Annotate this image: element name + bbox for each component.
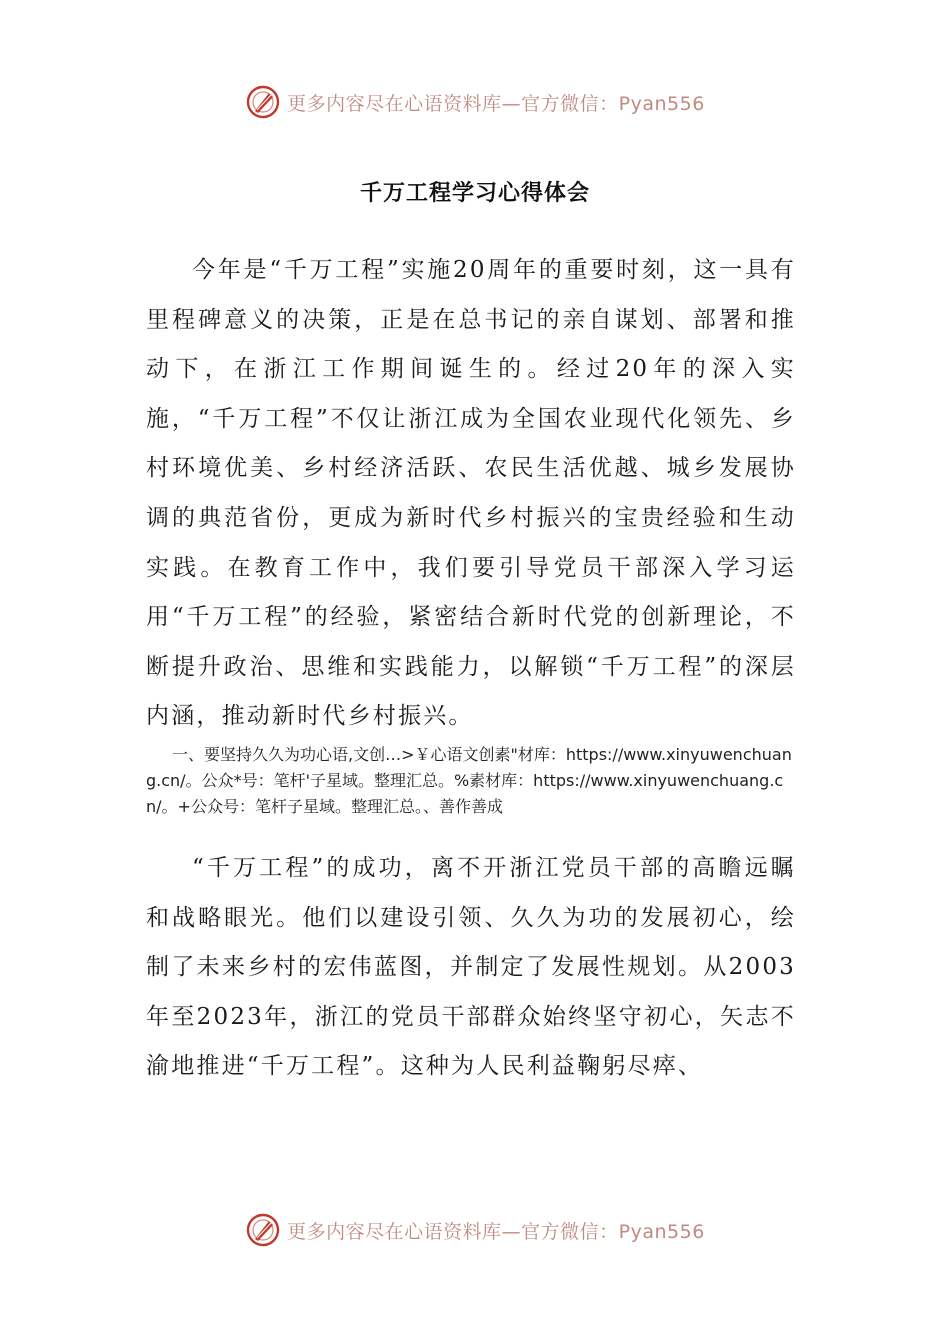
pen-nib-logo-icon	[245, 84, 281, 120]
document-title: 千万工程学习心得体会	[359, 180, 590, 206]
paragraph-section-one: “千万工程”的成功，离不开浙江党员干部的高瞻远瞩和战略眼光。他们以建设引领、久久为功的发展初心，绘制了未来乡村的宏伟蓝图，并制定了发展性规划。从2003年至2023年，浙江的党员干部群众始终坚守初心，矢志不渝地推进“千万工程”。这种为人民利益鞠躬尽瘁、	[146, 855, 796, 1080]
header-banner	[0, 82, 950, 122]
footer-banner	[0, 1210, 950, 1250]
pen-nib-logo-icon	[245, 1212, 281, 1248]
paragraph-intro: 今年是“千万工程”实施20周年的重要时刻，这一具有里程碑意义的决策，正是在总书记的亲自谋划、部署和推动下，在浙江工作期间诞生的。经过20年的深入实施，“千万工程”不仅让浙江成为全国农业现代化领先、乡村环境优美、乡村经济活跃、农民生活优越、城乡发展协调的典范省份，更成为新时代乡村振兴的宝贵经验和生动实践。在教育工作中，我们要引导党员干部深入学习运用“千万工程”的经验，紧密结合新时代党的创新理论，不断提升政治、思维和实践能力，以解锁“千万工程”的深层内涵，推动新时代乡村振兴。	[146, 257, 796, 730]
footer-banner-text: 更多内容尽在心语资料库—官方微信：Pyan556	[287, 1220, 705, 1243]
section-heading-note: 一、要坚持久久为功心语,文创…>￥心语文创素"材库：https://www.xinyuwenchuang.cn/。公众*号：笔杆'子星域。整理汇总。%素材库：https://www.xinyuwenchuang.cn/。+公众号：笔杆子星域。整理汇总。、善作善成	[146, 745, 792, 816]
header-banner-text: 更多内容尽在心语资料库—官方微信：Pyan556	[287, 92, 705, 115]
